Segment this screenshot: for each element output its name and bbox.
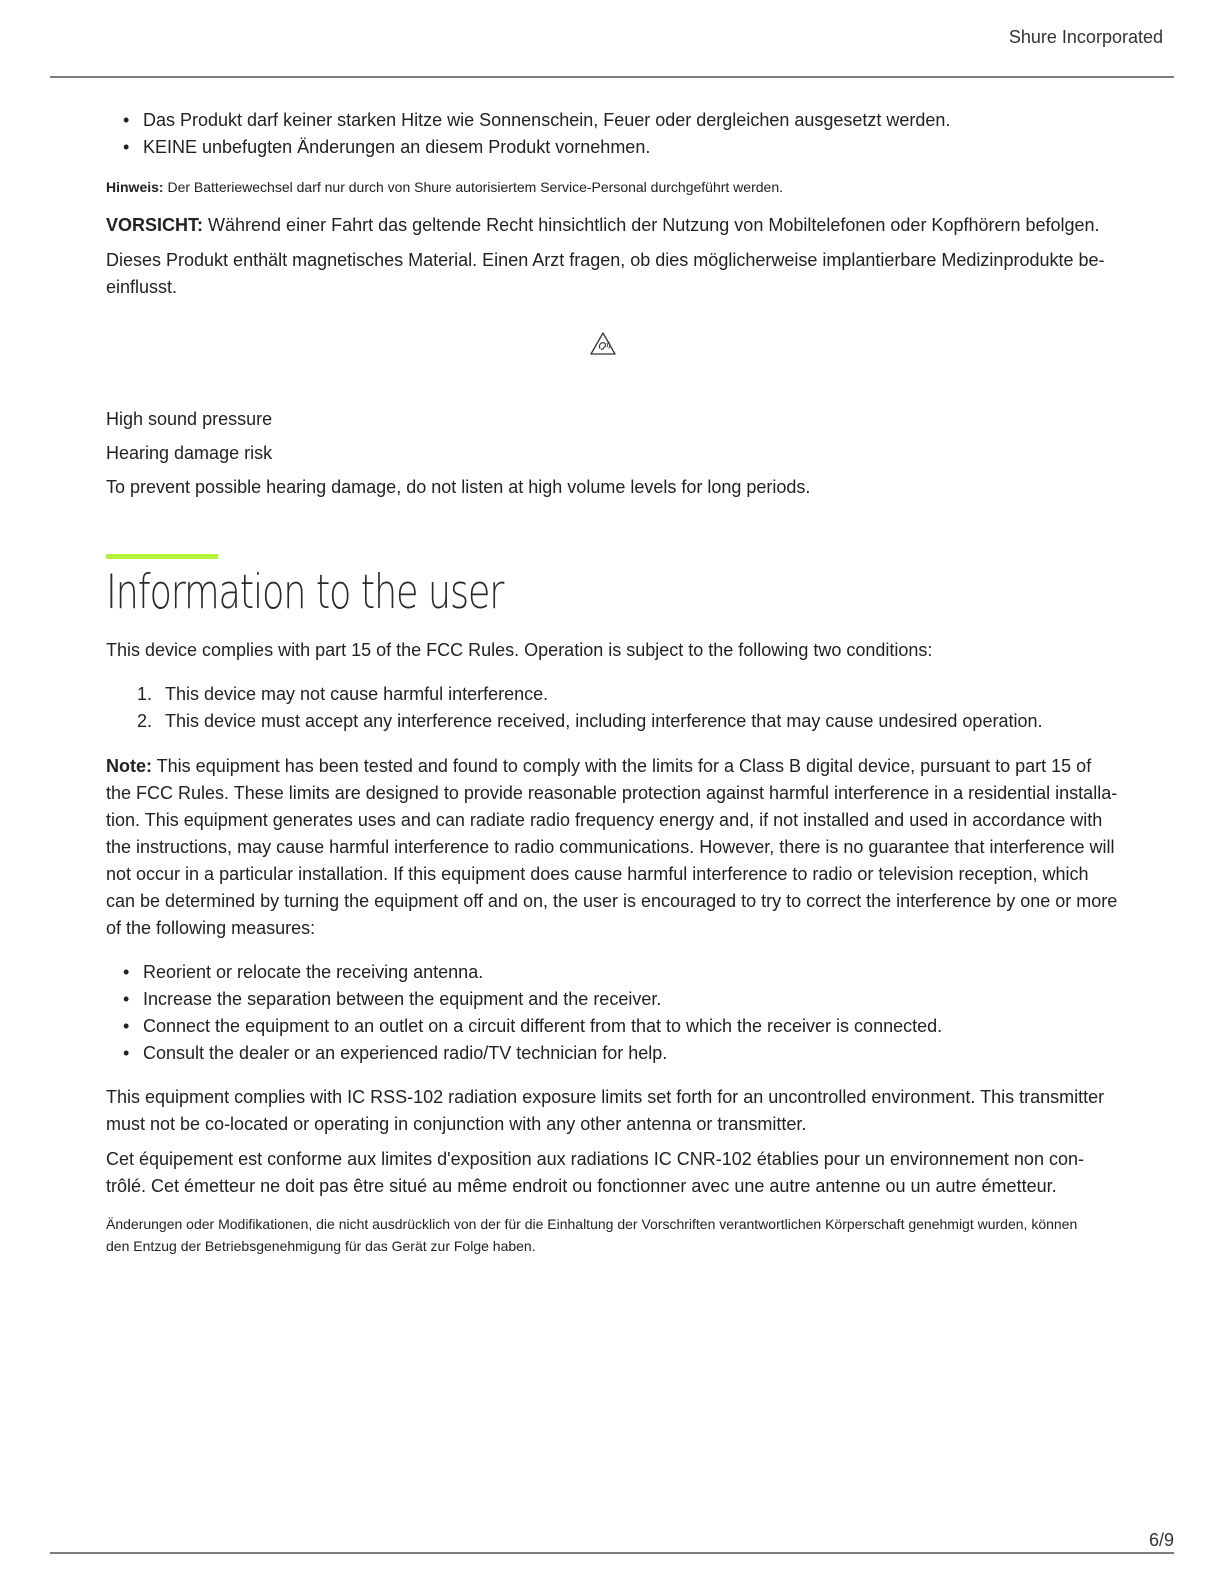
header-divider [50,76,1174,78]
hearing-damage-warning-icon [589,331,617,356]
footer-divider [50,1552,1174,1554]
list-item: 2. This device must accept any interference received, including interference that may cause undesired operation. [137,711,1043,731]
list-item: • Increase the separation between the equipment and the receiver. [123,989,662,1009]
list-item: • Das Produkt darf keiner starken Hitze wie Sonnenschein, Feuer oder dergleichen ausgesetzt werden. [123,110,951,130]
safety-bullet-list [106,107,1118,161]
fcc-intro: This device complies with part 15 of the FCC Rules. Operation is subject to the following two conditions: [106,640,933,660]
vorsicht-caution: VORSICHT: Während einer Fahrt das geltende Recht hinsichtlich der Nutzung von Mobiltelefonen oder Kopfhörern befolgen. [106,215,1100,235]
page-number: 6/9 [1148,1530,1174,1550]
section-title: Information to the user [106,565,504,620]
ic-rss-paragraph: This equipment complies with IC RSS-102 radiation exposure limits set forth for an uncontrolled environment. This transmitter must not be co-located or operating in conjunction with any other antenna or transmitter. [106,1087,1105,1134]
hinweis-note: Hinweis: Der Batteriewechsel darf nur durch von Shure autorisiertem Service-Personal durchgeführt werden. [106,179,783,195]
conditions-list [106,681,1118,735]
list-item: • KEINE unbefugten Änderungen an diesem Produkt vornehmen. [123,137,651,157]
header-company-name: Shure Incorporated [1008,27,1163,47]
cnr-paragraph: Cet équipement est conforme aux limites d'exposition aux radiations IC CNR-102 établies pour un environnement non con- trôlé. Cet émetteur ne doit pas être situé au même endroit ou fonctionner avec une autre antenne ou un autre émetteur. [106,1149,1084,1196]
modifications-note: Änderungen oder Modifikationen, die nicht ausdrücklich von der für die Einhaltung der Vorschriften verantwortlichen Körperschaft genehmigt wurden, können den Entzug der Betriebsgenehmigung für das Gerät zur Folge haben. [106,1216,1078,1254]
hearing-prevention-text: To prevent possible hearing damage, do not listen at high volume levels for long periods. [106,477,811,497]
measures-list [106,959,1118,1067]
section-accent-bar [106,554,218,559]
list-item: • Reorient or relocate the receiving antenna. [123,962,484,982]
list-item: • Connect the equipment to an outlet on a circuit different from that to which the receiver is connected. [123,1016,943,1036]
fcc-note-paragraph: Note: This equipment has been tested and found to comply with the limits for a Class B digital device, pursuant to part 15 of the FCC Rules. These limits are designed to provide reasonable protection against harmful interference in a residential installa- tion. This equipment generates uses and can radiate radio frequency energy and, if not installed and used in accordance with the instructions, may cause harmful interference to radio communications. However, there is no guarantee that interference will not occur in a particular installation. If this equipment does cause harmful interference to radio or television reception, which can be determined by turning the equipment off and on, the user is encouraged to try to correct the interference by one or more of the following measures: [106,756,1118,938]
list-item: • Consult the dealer or an experienced radio/TV technician for help. [123,1043,668,1063]
page-content [106,107,1118,1257]
list-item: 1. This device may not cause harmful interference. [137,684,549,704]
high-sound-pressure: High sound pressure [106,409,273,429]
magnetic-material-paragraph: Dieses Produkt enthält magnetisches Material. Einen Arzt fragen, ob dies möglicherweise implantierbare Medizinprodukte be- einflusst. [106,250,1105,297]
hearing-damage-risk: Hearing damage risk [106,443,273,463]
